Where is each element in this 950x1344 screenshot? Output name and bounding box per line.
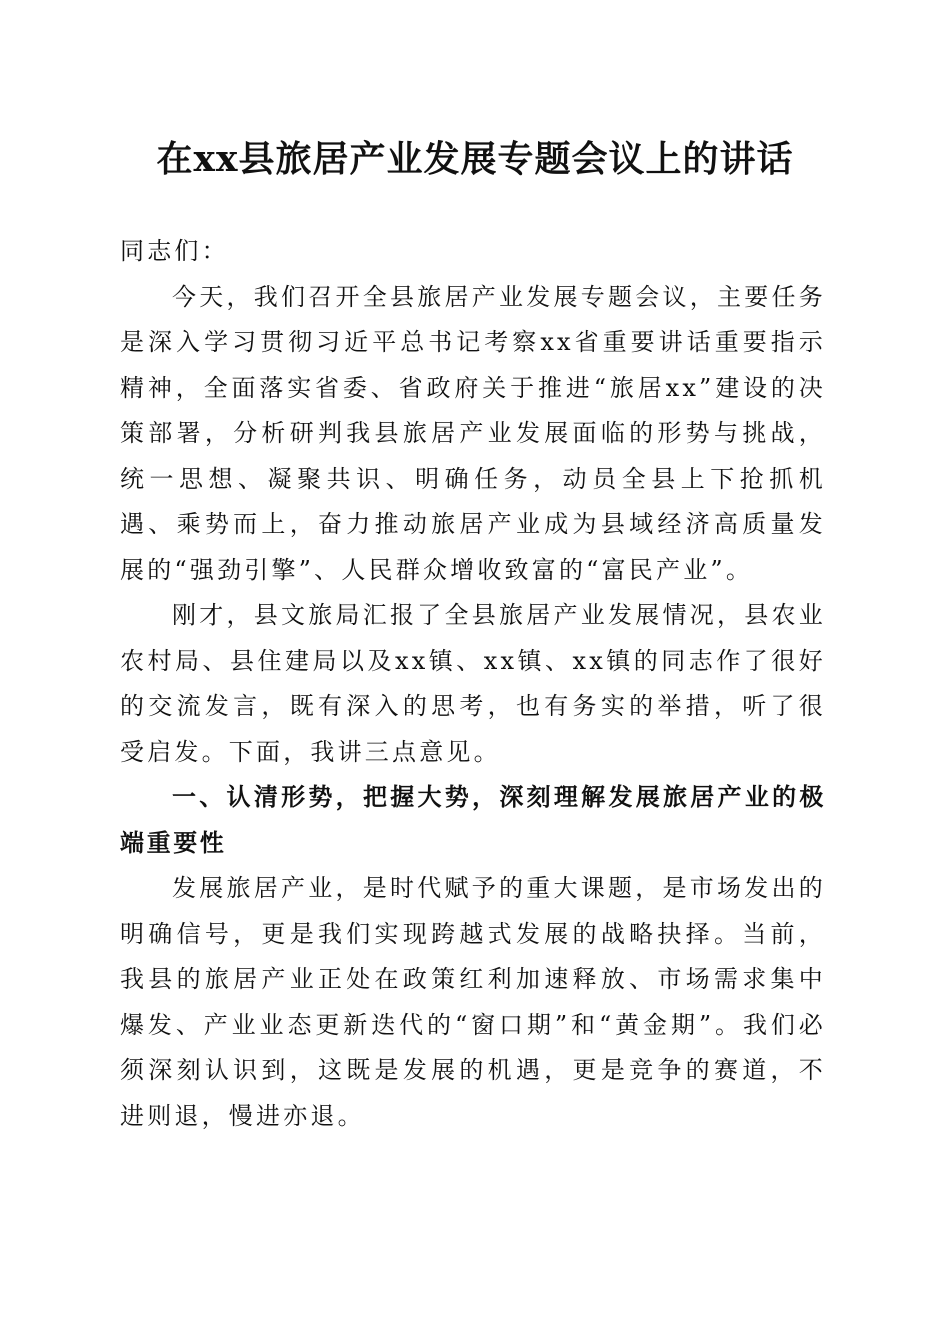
section-heading: 一、认清形势，把握大势，深刻理解发展旅居产业的极端重要性	[120, 783, 826, 857]
document-body	[120, 229, 826, 1139]
paragraph-opening: 今天，我们召开全县旅居产业发展专题会议，主要任务是深入学习贯彻习近平总书记考察xx省重要讲话重要指示精神，全面落实省委、省政府关于推进“旅居xx”建设的决策部署，分析研判我县旅居产业发展面临的形势与挑战，统一思想、凝聚共识、明确任务，动员全县上下抢抓机遇、乘势而上，奋力推动旅居产业成为县域经济高质量发展的“强劲引擎”、人民群众增收致富的“富民产业”。	[120, 282, 826, 584]
document-title: 在xx县旅居产业发展专题会议上的讲话	[156, 138, 794, 180]
section-paragraph: 发展旅居产业，是时代赋予的重大课题，是市场发出的明确信号，更是我们实现跨越式发展的战略抉择。当前，我县的旅居产业正处在政策红利加速释放、市场需求集中爆发、产业业态更新迭代的“窗口期”和“黄金期”。我们必须深刻认识到，这既是发展的机遇，更是竞争的赛道，不进则退，慢进亦退。	[120, 874, 826, 1130]
paragraph-reports: 刚才，县文旅局汇报了全县旅居产业发展情况，县农业农村局、县住建局以及xx镇、xx镇、xx镇的同志作了很好的交流发言，既有深入的思考，也有务实的举措，听了很受启发。下面，我讲三点意见。	[120, 601, 826, 766]
salutation: 同志们：	[120, 237, 229, 265]
